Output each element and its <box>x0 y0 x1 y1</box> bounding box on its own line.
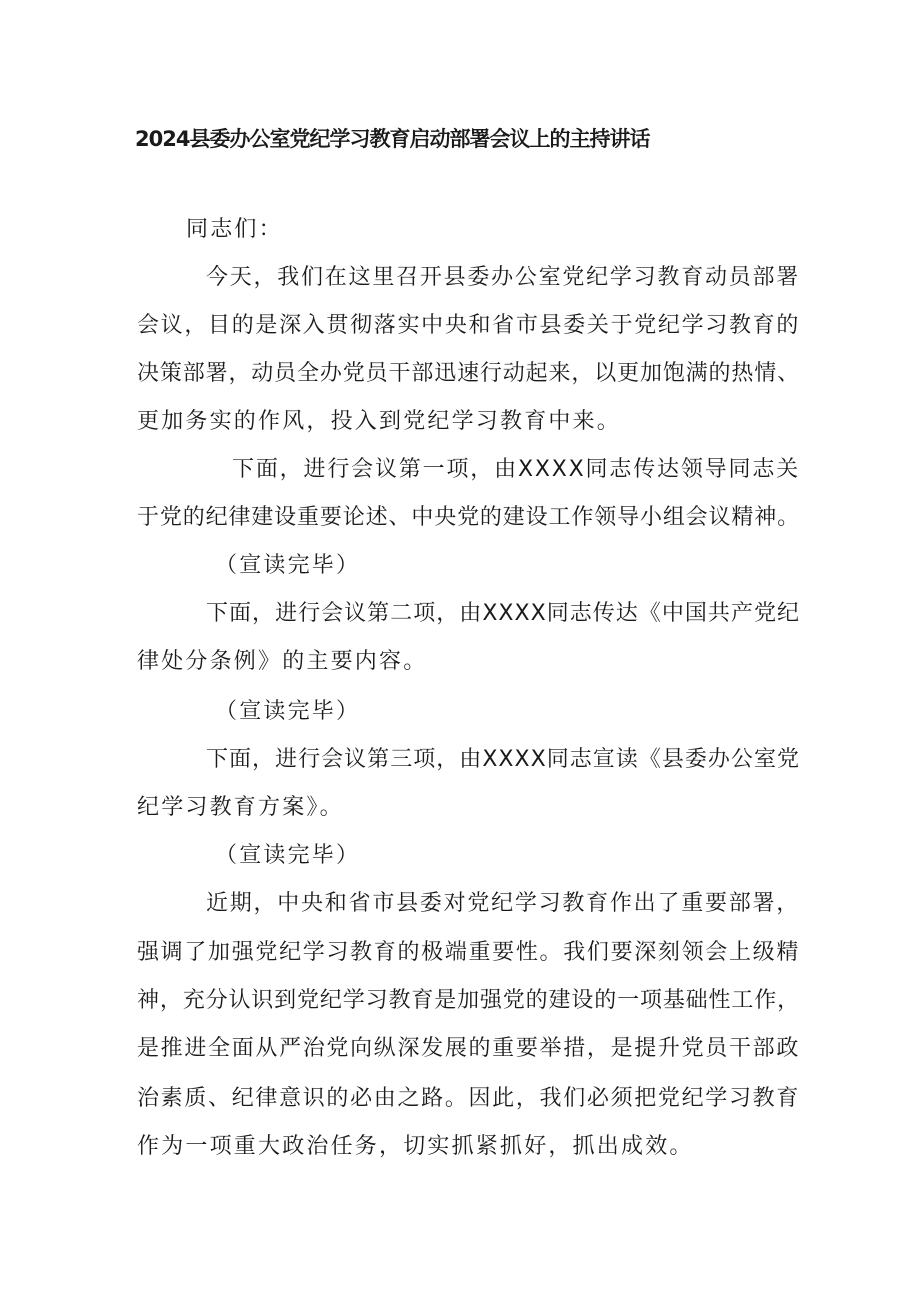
paragraph-4-line: 纪学习教育方案》。 <box>137 795 344 820</box>
paragraph-5-line: 是推进全面从严治党向纵深发展的重要举措，是提升党员干部政 <box>137 1036 800 1061</box>
paragraph-3-line: 律处分条例》的主要内容。 <box>137 649 428 674</box>
paragraph-4-line: 下面，进行会议第三项，由XXXX同志宣读《县委办公室党 <box>206 747 800 772</box>
paragraph-1-line: 更加务实的作风，投入到党纪学习教育中来。 <box>137 409 622 434</box>
paragraph-1-line: 今天，我们在这里召开县委办公室党纪学习教育动员部署 <box>206 265 800 290</box>
paragraph-1-line: 决策部署，动员全办党员干部迅速行动起来，以更加饱满的热情、 <box>137 361 800 386</box>
reading-complete-note: （宣读完毕） <box>215 699 361 724</box>
paragraph-1-line: 会议，目的是深入贯彻落实中央和省市县委关于党纪学习教育的 <box>137 313 800 338</box>
paragraph-2-line: 下面，进行会议第一项，由XXXX同志传达领导同志关 <box>232 457 800 482</box>
reading-complete-note: （宣读完毕） <box>215 553 361 578</box>
paragraph-5-line: 作为一项重大政治任务，切实抓紧抓好，抓出成效。 <box>137 1134 694 1159</box>
document-title: 2024县委办公室党纪学习教育启动部署会议上的主持讲话 <box>135 127 650 151</box>
paragraph-3-line: 下面，进行会议第二项，由XXXX同志传达《中国共产党纪 <box>206 601 800 626</box>
salutation: 同志们： <box>186 217 283 242</box>
paragraph-5-line: 神，充分认识到党纪学习教育是加强党的建设的一项基础性工作， <box>137 988 800 1013</box>
reading-complete-note: （宣读完毕） <box>215 843 361 868</box>
paragraph-5-line: 治素质、纪律意识的必由之路。因此，我们必须把党纪学习教育 <box>137 1086 800 1111</box>
paragraph-2-line: 于党的纪律建设重要论述、中央党的建设工作领导小组会议精神。 <box>137 505 800 530</box>
paragraph-5-line: 近期，中央和省市县委对党纪学习教育作出了重要部署， <box>206 891 800 916</box>
paragraph-5-line: 强调了加强党纪学习教育的极端重要性。我们要深刻领会上级精 <box>137 940 800 965</box>
